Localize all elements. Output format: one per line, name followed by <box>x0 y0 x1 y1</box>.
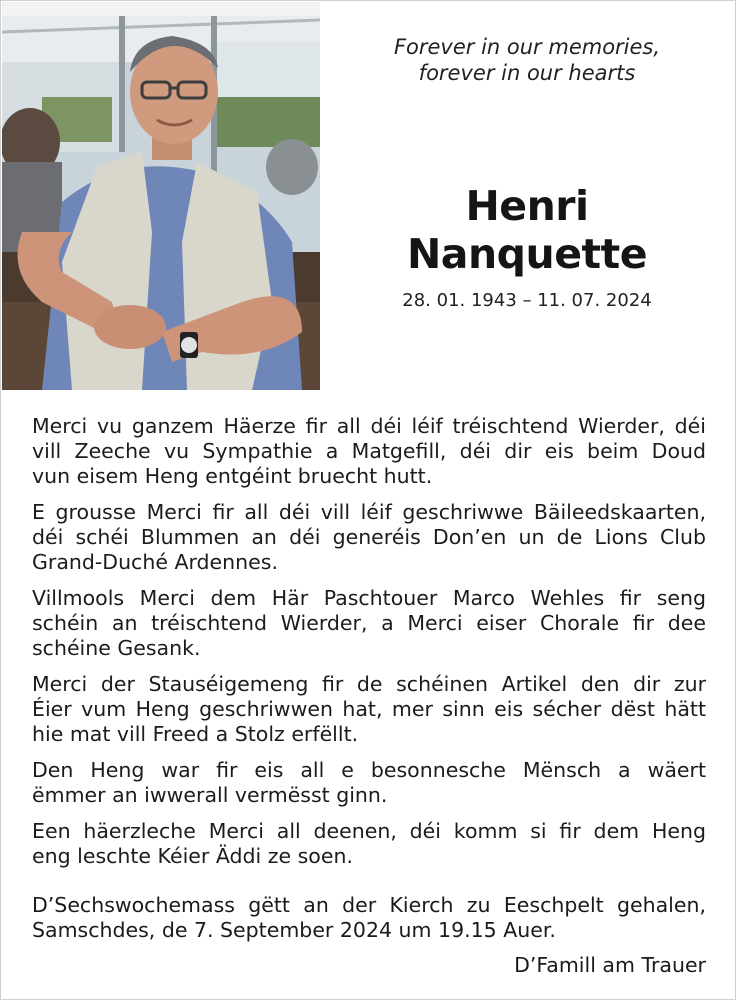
first-name: Henri <box>465 182 589 230</box>
paragraph <box>32 672 706 747</box>
thank-you-text <box>32 414 706 880</box>
text-line: vill Zeeche vu Sympathie a Matgefill, déi dir eis beim Doud <box>32 439 706 463</box>
text-line: eng leschte Kéier Äddi ze soen. <box>32 844 353 868</box>
text-line: schéin an tréischtend Wierder, a Merci eiser Chorale fir dee <box>32 611 706 635</box>
life-dates: 28. 01. 1943 – 11. 07. 2024 <box>402 290 652 311</box>
text-line: Samschdes, de 7. September 2024 um 19.15 Auer. <box>32 918 556 942</box>
motto-line: forever in our hearts <box>418 61 636 85</box>
text-line: ëmmer an iwwerall vermësst ginn. <box>32 783 388 807</box>
text-line: E grousse Merci fir all déi vill léif geschriwwe Bäileedskaarten, <box>32 500 706 524</box>
header <box>320 2 734 390</box>
paragraph <box>32 500 706 575</box>
mass-announcement <box>32 893 706 943</box>
paragraph <box>32 414 706 489</box>
text-line: Éier vum Heng geschriwwen hat, mer sinn eis sécher dëst hätt <box>32 697 706 721</box>
text-line: vun eisem Heng entgéint bruecht hutt. <box>32 464 433 488</box>
text-line: Merci vu ganzem Häerze fir all déi léif tréischtend Wierder, déi <box>32 414 706 438</box>
text-line: Een häerzleche Merci all deenen, déi komm si fir dem Heng <box>32 819 706 843</box>
motto-line: Forever in our memories, <box>393 35 661 59</box>
paragraph <box>32 586 706 661</box>
paragraph <box>32 758 706 808</box>
text-line: Grand-Duché Ardennes. <box>32 550 278 574</box>
text-line: schéine Gesank. <box>32 636 201 660</box>
text-line: déi schéi Blummen an déi generéis Don’en un de Lions Club <box>32 525 706 549</box>
motto <box>320 34 734 86</box>
text-line: D’Sechswochemass gëtt an der Kierch zu Eeschpelt gehalen, <box>32 893 706 917</box>
portrait-photo <box>2 2 320 390</box>
signature: D’Famill am Trauer <box>514 953 706 977</box>
deceased-name <box>320 182 734 278</box>
paragraph <box>32 819 706 869</box>
text-line: Merci der Stauséigemeng fir de schéinen Artikel den dir zur <box>32 672 706 696</box>
last-name: Nanquette <box>406 230 648 278</box>
text-line: hie mat vill Freed a Stolz erfëllt. <box>32 722 359 746</box>
text-line: Villmools Merci dem Här Paschtouer Marco Wehles fir seng <box>32 586 706 610</box>
text-line: Den Heng war fir eis all e besonnesche Mënsch a wäert <box>32 758 706 782</box>
